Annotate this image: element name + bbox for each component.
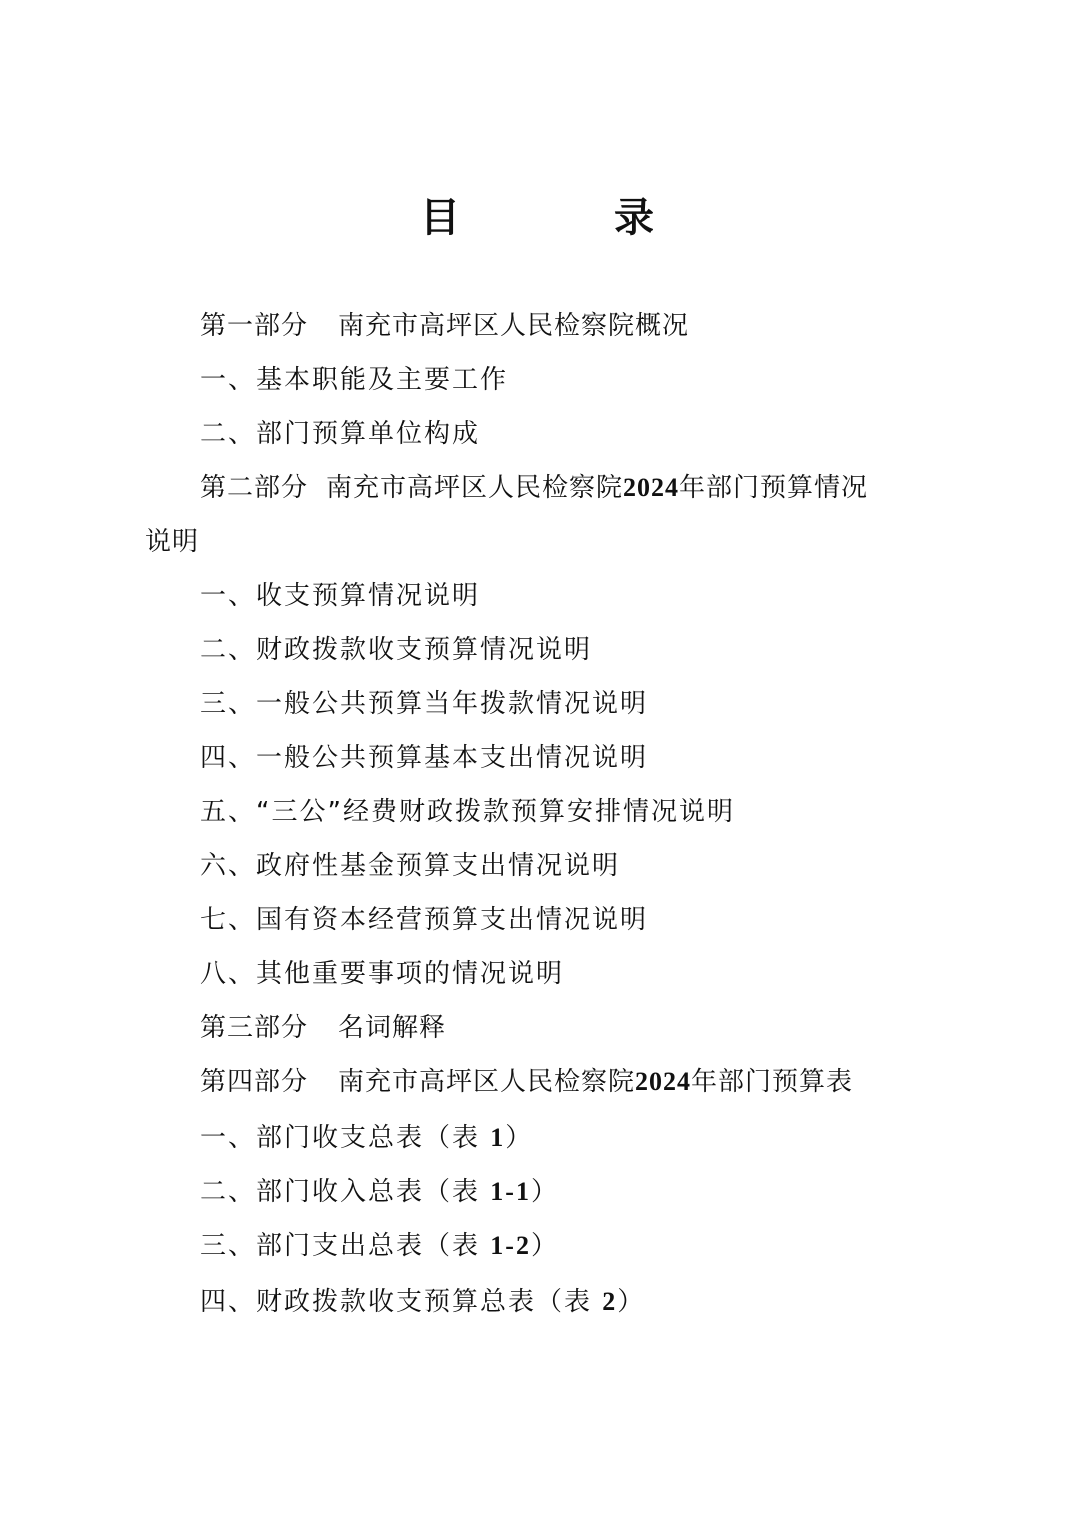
toc-item-text: 一、部门收支总表（表 (200, 1123, 481, 1153)
toc-item[interactable]: 六、政府性基金预算支出情况说明 (200, 851, 621, 881)
toc-item[interactable] (200, 1174, 559, 1210)
toc-item[interactable]: 三、一般公共预算当年拨款情况说明 (200, 689, 649, 719)
toc-item-close: ） (505, 1123, 534, 1153)
toc-part-2-title-a: 南充市高坪区人民检察院 (326, 473, 624, 503)
toc-part-2-year: 2024 (623, 473, 680, 502)
toc-item-text: 四、财政拨款收支预算总表（表 (200, 1287, 593, 1317)
toc-part-1-label: 第一部分 (200, 311, 309, 341)
toc-item[interactable] (200, 1284, 645, 1320)
toc-item[interactable]: 五、“三公”经费财政拨款预算安排情况说明 (200, 797, 735, 827)
toc-part-2-title-wrap[interactable]: 说明 (145, 527, 200, 557)
toc-item-text: 二、部门收入总表（表 (200, 1177, 481, 1207)
toc-item[interactable]: 七、国有资本经营预算支出情况说明 (200, 905, 649, 935)
toc-item[interactable]: 四、一般公共预算基本支出情况说明 (200, 743, 649, 773)
toc-part-2-label: 第二部分 (200, 473, 309, 503)
toc-part-4-title-a: 南充市高坪区人民检察院 (338, 1067, 636, 1097)
toc-part-2-title-b: 年部门预算情况 (679, 473, 869, 503)
toc-part-1-title: 南充市高坪区人民检察院概况 (338, 311, 690, 341)
toc-item[interactable] (200, 1120, 533, 1156)
toc-item[interactable]: 一、基本职能及主要工作 (200, 365, 509, 395)
toc-part-3-title: 名词解释 (338, 1013, 447, 1043)
toc-part-4-label: 第四部分 (200, 1067, 309, 1097)
toc-item[interactable]: 一、收支预算情况说明 (200, 581, 481, 611)
toc-part-4-year: 2024 (635, 1067, 692, 1096)
toc-item-table-number: 1-2 (490, 1231, 531, 1260)
toc-item[interactable]: 二、财政拨款收支预算情况说明 (200, 635, 593, 665)
toc-item-table-number: 1-1 (490, 1177, 531, 1206)
toc-part-3[interactable] (200, 1010, 446, 1046)
page-title: 目 录 (420, 194, 724, 241)
toc-part-4-title-b: 年部门预算表 (691, 1067, 854, 1097)
toc-item-close: ） (617, 1287, 646, 1317)
toc-item[interactable]: 八、其他重要事项的情况说明 (200, 959, 565, 989)
toc-item[interactable] (200, 1228, 559, 1264)
toc-item-close: ） (530, 1231, 559, 1261)
toc-item-table-number: 1 (490, 1123, 506, 1152)
toc-item[interactable]: 二、部门预算单位构成 (200, 419, 481, 449)
toc-item-text: 三、部门支出总表（表 (200, 1231, 481, 1261)
toc-item-close: ） (530, 1177, 559, 1207)
toc-part-4[interactable] (200, 1064, 853, 1100)
toc-part-3-label: 第三部分 (200, 1013, 309, 1043)
toc-item-table-number: 2 (602, 1287, 618, 1316)
toc-part-2[interactable] (200, 470, 868, 506)
toc-part-1[interactable] (200, 308, 689, 344)
